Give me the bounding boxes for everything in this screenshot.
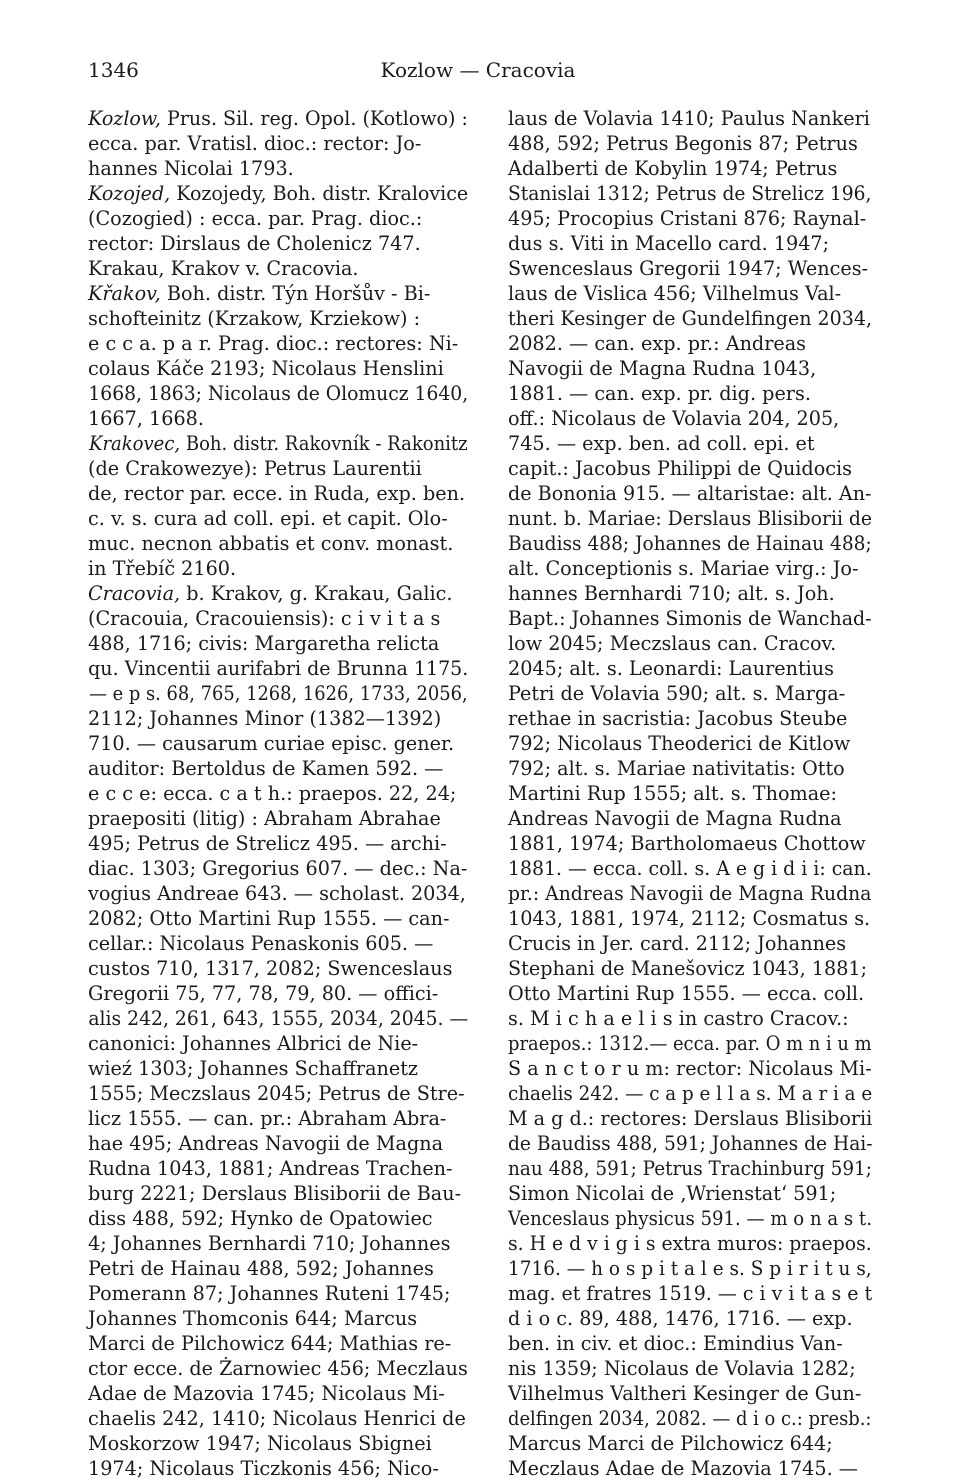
text-line: chaelis 242. — c a p e l l a s. M a r i a e	[508, 1082, 873, 1105]
line-text: de, rector par. ecce. in Ruda, exp. ben.	[88, 482, 466, 505]
line-text: hae 495; Andreas Navogii de Magna	[88, 1132, 444, 1155]
text-line: dus s. Viti in Macello card. 1947;	[508, 232, 830, 255]
entry-headword: Cracovia,	[88, 582, 181, 605]
text-line	[88, 1431, 452, 1456]
line-text: canonici: Johannes Albrici de Nie-	[88, 1032, 419, 1055]
line-text: custos 710, 1317, 2082; Swenceslaus	[88, 957, 453, 980]
text-line	[88, 1356, 468, 1381]
text-line	[88, 1306, 452, 1331]
text-line: pr.: Andreas Navogii de Magna Rudna	[508, 882, 872, 905]
line-text: 495; Petrus de Strelicz 495. — archi-	[88, 832, 447, 855]
text-line: 2045; alt. s. Leonardi: Laurentius	[508, 657, 835, 680]
line-text: Gregorii 75, 77, 78, 79, 80. — offici-	[88, 982, 439, 1005]
text-line: Marcus Marci de Pilchowicz 644;	[508, 1432, 833, 1455]
text-line: de Bononia 915. — altaristae: alt. An-	[508, 482, 872, 505]
text-line	[88, 656, 469, 681]
dictionary-entry	[88, 256, 452, 281]
line-text: 2112; Johannes Minor (1382—1392)	[88, 707, 442, 730]
line-text: Krakau, Krakov v. Cracovia.	[88, 257, 359, 280]
text-line: nau 488, 591; Petrus Trachinburg 591;	[508, 1157, 872, 1180]
line-text: cellar.: Nicolaus Penaskonis 605. —	[88, 932, 434, 955]
line-text: 4; Johannes Bernhardi 710; Johannes	[88, 1232, 451, 1255]
text-line: 2082. — can. exp. pr.: Andreas	[508, 332, 807, 355]
text-line	[88, 531, 454, 556]
continuation-text	[508, 106, 872, 1481]
dictionary-entry	[88, 106, 468, 181]
text-line	[88, 206, 452, 231]
text-line	[88, 1281, 452, 1306]
line-text: — e p s. 68, 765, 1268, 1626, 1733, 2056,	[89, 682, 468, 705]
text-line: Bapt.: Johannes Simonis de Wanchad-	[508, 607, 872, 630]
line-text: rector: Dirslaus de Cholenicz 747.	[88, 232, 421, 255]
text-line: Meczlaus Adae de Mazovia 1745. —	[508, 1457, 858, 1480]
dictionary-entry	[88, 281, 469, 431]
line-text: Boh. distr. Rakovník - Rakonitz	[180, 432, 468, 455]
text-line	[88, 706, 452, 731]
line-text: qu. Vincentii aurifabri de Brunna 1175.	[88, 657, 469, 680]
text-line	[88, 1106, 452, 1131]
entry-headword: Krakovec,	[88, 432, 181, 455]
text-line	[88, 606, 452, 631]
text-line	[88, 156, 452, 181]
dictionary-entry	[88, 431, 468, 581]
text-line: 1881, 1974; Bartholomaeus Chottow	[508, 832, 866, 855]
text-line	[88, 256, 452, 281]
text-line	[88, 1331, 452, 1356]
text-line: 1881. — ecca. coll. s. A e g i d i i: can.	[508, 857, 872, 880]
text-line	[88, 406, 452, 431]
line-text: 1974; Nicolaus Ticzkonis 456; Nico-	[88, 1457, 439, 1480]
text-line	[88, 331, 459, 356]
line-text: Pomerann 87; Johannes Ruteni 1745;	[88, 1282, 451, 1305]
text-line: praepos.: 1312.— ecca. par. O m n i u m	[508, 1032, 872, 1055]
line-text: ecca. par. Vratisl. dioc.: rector: Jo-	[88, 132, 422, 155]
line-text: 1667, 1668.	[88, 407, 204, 430]
running-head: Kozlow — Cracovia	[380, 58, 576, 82]
text-line	[88, 1156, 453, 1181]
text-line	[88, 881, 466, 906]
line-text: 488, 1716; civis: Margaretha relicta	[88, 632, 440, 655]
text-line: Otto Martini Rup 1555. — ecca. coll.	[508, 982, 865, 1005]
text-line	[88, 756, 452, 781]
line-text: Boh. distr. Týn Horšův - Bi-	[160, 282, 431, 305]
line-text: colaus Káče 2193; Nicolaus Henslini	[88, 357, 444, 380]
text-line: Martini Rup 1555; alt. s. Thomae:	[508, 782, 837, 805]
text-line	[88, 306, 452, 331]
line-text: burg 2221; Derslaus Blisiborii de Bau-	[88, 1182, 462, 1205]
line-text: 1555; Meczslaus 2045; Petrus de Stre-	[88, 1082, 465, 1105]
text-line: S a n c t o r u m: rector: Nicolaus Mi-	[508, 1057, 872, 1080]
line-text: c. v. s. cura ad coll. epi. et capit. Olo-	[88, 507, 448, 530]
line-text: 2082; Otto Martini Rup 1555. — can-	[88, 907, 450, 930]
text-line	[88, 981, 452, 1006]
text-line: 495; Procopius Cristani 876; Raynal-	[508, 207, 867, 230]
line-text: b. Krakov, g. Krakau, Galic.	[180, 582, 453, 605]
line-text: Prus. Sil. reg. Opol. (Kotlowo) :	[160, 107, 468, 130]
text-line: alt. Conceptionis s. Mariae virg.: Jo-	[508, 557, 859, 580]
text-line	[88, 956, 453, 981]
line-text: e c c a. p a r. Prag. dioc.: rectores: Ni-	[88, 332, 459, 355]
text-line: 792; Nicolaus Theoderici de Kitlow	[508, 732, 851, 755]
left-column	[88, 106, 469, 1481]
text-line: Vilhelmus Valtheri Kesinger de Gun-	[508, 1382, 862, 1405]
text-line: off.: Nicolaus de Volavia 204, 205,	[508, 407, 840, 430]
text-line	[88, 1181, 462, 1206]
text-line	[88, 1456, 452, 1481]
text-line: Venceslaus physicus 591. — m o n a s t.	[508, 1207, 872, 1230]
text-line: theri Kesinger de Gundelfingen 2034,	[508, 307, 873, 330]
text-line: 792; alt. s. Mariae nativitatis: Otto	[508, 757, 845, 780]
text-line	[88, 1206, 452, 1231]
text-line: M a g d.: rectores: Derslaus Blisiborii	[508, 1107, 873, 1130]
line-text: diss 488, 592; Hynko de Opatowiec	[88, 1207, 433, 1230]
entry-headword: Křakov,	[88, 282, 161, 305]
line-text: e c c e: ecca. c a t h.: praepos. 22, 24;	[88, 782, 457, 805]
text-line	[88, 1256, 452, 1281]
text-line	[88, 931, 452, 956]
line-text: Petri de Hainau 488, 592; Johannes	[88, 1257, 434, 1280]
text-line: capit.: Jacobus Philippi de Quidocis	[508, 457, 852, 480]
text-line: Baudiss 488; Johannes de Hainau 488;	[508, 532, 872, 555]
text-line: s. M i c h a e l i s in castro Cracov.:	[508, 1007, 849, 1030]
line-text: (Cracouia, Cracouiensis): c i v i t a s	[88, 607, 441, 630]
entry-headword: Kozlow,	[88, 107, 161, 130]
text-line: Navogii de Magna Rudna 1043,	[508, 357, 817, 380]
right-column	[508, 106, 872, 1481]
text-line	[89, 681, 468, 706]
line-text: wieź 1303; Johannes Schaffranetz	[88, 1057, 419, 1080]
text-line: Simon Nicolai de ‚Wrienstat‘ 591;	[508, 1182, 837, 1205]
text-line: de Baudiss 488, 591; Johannes de Hai-	[508, 1132, 873, 1155]
text-line	[88, 481, 466, 506]
text-line	[88, 1406, 466, 1431]
line-text: licz 1555. — can. pr.: Abraham Abra-	[88, 1107, 447, 1130]
text-line: hannes Bernhardi 710; alt. s. Joh.	[508, 582, 835, 605]
text-line: Andreas Navogii de Magna Rudna	[508, 807, 842, 830]
text-line: Crucis in Jer. card. 2112; Johannes	[508, 932, 847, 955]
line-text: (Cozogied) : ecca. par. Prag. dioc.:	[88, 207, 423, 230]
text-line	[88, 1031, 452, 1056]
text-line	[88, 1056, 452, 1081]
text-line: 745. — exp. ben. ad coll. epi. et	[508, 432, 815, 455]
text-line	[88, 631, 452, 656]
text-line: Swenceslaus Gregorii 1947; Wences-	[508, 257, 869, 280]
text-line: Stanislai 1312; Petrus de Strelicz 196,	[508, 182, 872, 205]
line-text: Adae de Mazovia 1745; Nicolaus Mi-	[88, 1382, 445, 1405]
text-line: laus de Volavia 1410; Paulus Nankeri	[508, 107, 870, 130]
line-text: muc. necnon abbatis et conv. monast.	[88, 532, 454, 555]
line-text: Marci de Pilchowicz 644; Mathias re-	[88, 1332, 452, 1355]
page-header	[88, 58, 868, 88]
dictionary-entry	[88, 581, 469, 1481]
text-line: 1716. — h o s p i t a l e s. S p i r i t u s,	[508, 1257, 872, 1280]
text-line: delfingen 2034, 2082. — d i o c.: presb.:	[508, 1407, 872, 1430]
text-line	[88, 1006, 469, 1031]
text-line	[88, 831, 452, 856]
dictionary-entry	[88, 181, 469, 256]
line-text: Rudna 1043, 1881; Andreas Trachen-	[88, 1157, 453, 1180]
text-line	[88, 231, 452, 256]
text-line	[88, 781, 457, 806]
text-line	[88, 381, 469, 406]
text-line: mag. et fratres 1519. — c i v i t a s e t	[508, 1282, 873, 1305]
text-line	[88, 456, 452, 481]
text-line: nis 1359; Nicolaus de Volavia 1282;	[508, 1357, 856, 1380]
text-line	[88, 1381, 452, 1406]
text-line	[88, 506, 452, 531]
line-text: vogius Andreae 643. — scholast. 2034,	[88, 882, 466, 905]
text-line: low 2045; Meczslaus can. Cracov.	[508, 632, 837, 655]
text-line: Stephani de Manešovicz 1043, 1881;	[508, 957, 868, 980]
text-line: Adalberti de Kobylin 1974; Petrus	[508, 157, 838, 180]
text-line: ben. in civ. et dioc.: Emindius Van-	[508, 1332, 843, 1355]
text-line: 1881. — can. exp. pr. dig. pers.	[508, 382, 811, 405]
line-text: alis 242, 261, 643, 1555, 2034, 2045. —	[88, 1007, 469, 1030]
text-line: Petri de Volavia 590; alt. s. Marga-	[508, 682, 846, 705]
text-line: 1043, 1881, 1974, 2112; Cosmatus s.	[508, 907, 871, 930]
entry-headword: Kozojed,	[88, 182, 171, 205]
page-number: 1346	[88, 58, 139, 82]
text-line	[88, 356, 452, 381]
text-line: 488, 592; Petrus Begonis 87; Petrus	[508, 132, 858, 155]
text-line	[88, 181, 469, 206]
text-line: d i o c. 89, 488, 1476, 1716. — exp.	[508, 1307, 853, 1330]
text-line: nunt. b. Mariae: Derslaus Blisiborii de	[508, 507, 873, 530]
line-text: chaelis 242, 1410; Nicolaus Henrici de	[88, 1407, 466, 1430]
line-text: praepositi (litig) : Abraham Abrahae	[88, 807, 441, 830]
text-line	[88, 281, 452, 306]
text-line	[88, 1231, 452, 1256]
line-text: (de Crakowezye): Petrus Laurentii	[88, 457, 422, 480]
text-line	[88, 581, 453, 606]
line-text: 1668, 1863; Nicolaus de Olomucz 1640,	[88, 382, 469, 405]
text-line	[88, 806, 452, 831]
text-line	[88, 131, 452, 156]
text-line: laus de Vislica 456; Vilhelmus Val-	[508, 282, 842, 305]
line-text: Johannes Thomconis 644; Marcus	[88, 1307, 418, 1330]
text-line: s. H e d v i g i s extra muros: praepos.	[508, 1232, 872, 1255]
line-text: 710. — causarum curiae episc. gener.	[88, 732, 455, 755]
text-line	[88, 556, 452, 581]
line-text: Moskorzow 1947; Nicolaus Sbignei	[88, 1432, 432, 1455]
text-line	[88, 906, 452, 931]
text-line	[88, 106, 468, 131]
text-line	[88, 731, 455, 756]
line-text: schofteinitz (Krzakow, Krziekow) :	[88, 307, 421, 330]
text-line: rethae in sacristia: Jacobus Steube	[508, 707, 848, 730]
line-text: Kozojedy, Boh. distr. Kralovice	[170, 182, 469, 205]
text-line	[88, 1081, 465, 1106]
line-text: diac. 1303; Gregorius 607. — dec.: Na-	[88, 857, 468, 880]
line-text: ctor ecce. de Żarnowiec 456; Meczlaus	[88, 1357, 468, 1380]
line-text: auditor: Bertoldus de Kamen 592. —	[88, 757, 444, 780]
text-line	[88, 856, 468, 881]
text-line	[88, 1131, 452, 1156]
line-text: hannes Nicolai 1793.	[88, 157, 294, 180]
text-line	[88, 431, 468, 456]
line-text: in Třebíč 2160.	[88, 557, 237, 580]
